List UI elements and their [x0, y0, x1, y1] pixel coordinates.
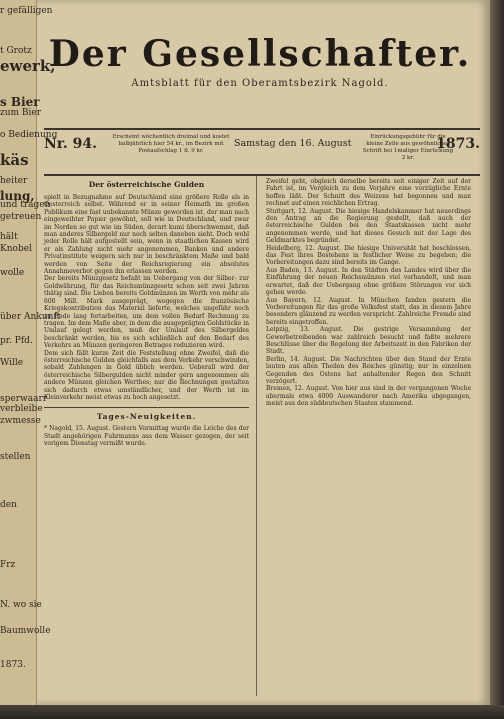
news-paragraph: * Nagold, 15. August. Gestern Vormittag wurde die Leiche des der Stadt angehörigen Fuhrmanns aus dem Wasser gezogen, der seit vorigem Dienstag vermißt wurde. — [44, 425, 249, 448]
adjacent-page-fragment: käs — [0, 151, 29, 169]
publication-info: Erscheint wöchentlich dreimal und kostet halbjährlich hier 54 kr., im Bezirk mit Postaufschlag 1 fl. 9 kr. — [112, 134, 230, 154]
news-paragraph: Zweifel geht, obgleich derselbe bereits seit einiger Zeit auf der Fahrt ist, im Vergleich zu dem Vorjahre eine vorzügliche Ernte hoffen läßt. Der Schnitt des Weizens hat begonnen und man rechnet auf einen reichlichen Ertrag. — [266, 178, 471, 208]
newspaper-title: Der Gesellschafter. — [48, 33, 472, 75]
book-spine — [490, 0, 504, 719]
article-heading: Der österreichische Gulden — [88, 180, 205, 189]
article-paragraph: Dem sich fällt kurze Zeit die Feststellung ohne Zweifel, daß die österreichische Gulden gleichfalls aus dem Verkehr verschwinden, sobald Zahlungen in Gold üblich werden. Ueberall wird der österreichische Silbergulden nicht minder gern angenommen als andere Münzen gleichen Werthes; nur die Rechnungen gestalten sich dadurch etwas umständlicher, und der Werth ist im Kleinverkehr meist etwas zu hoch angesetzt. — [44, 349, 249, 401]
adjacent-page-fragment: N. wo sie — [0, 600, 42, 610]
adjacent-page-fragment: Wille — [0, 358, 24, 368]
adjacent-page-fragment: 1873. — [0, 660, 26, 670]
adjacent-page-fragment: wolle — [0, 268, 25, 278]
adjacent-page-fragment: s Bier — [0, 95, 40, 109]
section-rule — [44, 407, 249, 408]
newspaper-subtitle: Amtsblatt für den Oberamtsbezirk Nagold. — [131, 78, 389, 89]
news-paragraph: Leipzig, 13. August. Die gestrige Versammlung der Gewerbetreibenden war zahlreich besucht und faßte mehrere Beschlüsse über die Regelung der Arbeitszeit in den Fabriken der Stadt. — [266, 326, 471, 356]
page-bottom-edge — [0, 705, 504, 719]
adjacent-page-fragment: pr. Pfd. — [0, 336, 33, 346]
adjacent-page-fragment: verbleibe — [0, 404, 43, 414]
adjacent-page-fragment: hält — [0, 232, 18, 242]
adjacent-page-fragment: t Grotz — [0, 46, 32, 56]
adjacent-page-fragment: ewerk, — [0, 57, 56, 75]
news-paragraph: Aus Baden, 13. August. In den Städten des Landes wird über die Einführung der neuen Reichsmünzen viel verhandelt, und man erwartet, daß der Uebergang ohne größere Störungen vor sich gehen werde. — [266, 266, 471, 297]
adjacent-page-fragment: r gefälligen — [0, 6, 53, 16]
news-section-title: Tages-Neuigkeiten. — [96, 412, 197, 422]
column-divider — [256, 176, 257, 696]
adjacent-page-fragment: lung, — [0, 189, 35, 203]
adjacent-page-fragment: o Bedienung — [0, 130, 58, 140]
right-column — [266, 178, 471, 688]
adjacent-page-strip — [0, 0, 61, 705]
adjacent-page-fragment: getreuen — [0, 212, 42, 222]
issue-year: 1873. — [436, 136, 480, 152]
adjacent-page-fragment: zum Bier — [0, 108, 42, 118]
news-paragraph: Stuttgart, 12. August. Die hiesige Handelskammer hat neuerdings den Antrag an die Regierung gestellt, daß auch der österreichische Gulden bei den Staatskassen nicht mehr angenommen werde, und hat dieses Gesuch mit der Lage des Geldmarktes begründet. — [266, 207, 471, 245]
adjacent-page-fragment: sperwaarr — [0, 394, 48, 404]
adjacent-page-fragment: zwmesse — [0, 416, 41, 426]
masthead — [40, 34, 480, 89]
news-paragraph: Heidelberg, 12. August. Die hiesige Universität hat beschlossen, das Fest ihres Bestehens in festlicher Weise zu begehen; die Vorbereitungen dazu sind bereits im Gange. — [266, 244, 471, 267]
adjacent-page-fragment: und tragen — [0, 200, 51, 210]
issue-date: Samstag den 16. August — [234, 138, 352, 149]
article-paragraph: spielt in Bezugnahme auf Deutschland eine größere Rolle als in Oesterreich selbst. Während er in seiner Heimath im großen Publikum eine fast unbekannte Münze geworden ist, der man nach eingeweihter Papier gewöhnt, soll wie in Deutschland, und zwar im Norden so gut wie im Süden, derart kumi überschwemmt, daß man anderes Silbergeld nur noch selten daneben sieht. Doch wohl jeder Rolle hält aufgestellt sein, wenn in staatlichen Kassen wird er als Zahlung nicht mehr angenommen, Banken und andere Privatinstitute weigern sich nur in beschränktem Maße und bald werden von Seite der Reichsregierung ein absolutes Annahmeverbot gegen ihn erlassen werden. — [44, 194, 249, 276]
adjacent-page-fragment: heiter — [0, 176, 28, 186]
news-paragraph: Bremen, 12. August. Von hier aus sind in der vergangenen Woche abermals etwa 4000 Auswanderer nach Amerika abgegangen, meist aus den süddeutschen Staaten stammend. — [266, 385, 471, 408]
issue-info-bar — [44, 128, 480, 176]
adjacent-page-fragment: Baumwolle — [0, 626, 51, 636]
adjacent-page-fragment: Knobel — [0, 244, 32, 254]
news-paragraph: Aus Bayern, 12. August. In München fanden gestern die Vorbereitungen für das große Volksfest statt, das in diesem Jahre besonders glänzend zu werden verspricht. Zahlreiche Fremde sind bereits eingetroffen. — [266, 296, 471, 326]
adjacent-page-fragment: über Ankunft — [0, 312, 61, 322]
adjacent-page-fragment: stellen — [0, 452, 31, 462]
article-paragraph: Der bereits Münzgesetz befaßt im Uebergang von der Silber- zur Goldwährung, für das Reichsmünzgesetz schon seit zwei Jahren thätig sind. Die Lieben bereits Goldmünzen im Werth von mehr als 600 Mill. Mark ausgeprägt, wogegen die französische Kriegskontribution das Material lieferte, welches ungefähr noch zu Ende lang fortarbeiten, um dem vollen Bedarf Rechnung zu tragen. Im dem Maße aber, in dem die ausgeprägten Goldstücke in Umlauf gelegt werden, muß der Umlauf des Silbergeldes beschränkt werden, bis es sich schließlich auf den Bedarf des Verkehrs an Münzen geringeren Betrages reduzieren wird. — [44, 275, 249, 350]
adjacent-page-fragment: Frz — [0, 560, 16, 570]
adjacent-page-fragment: den — [0, 500, 17, 510]
issue-number: Nr. 94. — [44, 136, 97, 152]
left-column — [44, 178, 249, 688]
news-paragraph: Berlin, 14. August. Die Nachrichten über den Stand der Ernte lauten aus allen Theilen des Reiches günstig; nur in einzelnen Gegenden des Ostens hat anhaltender Regen den Schnitt verzögert. — [266, 355, 471, 385]
advertising-info: Einrückungsgebühr für die kleine Zeile aus gewöhnlicher Schrift bei 1maliger Einrückung 2 kr. — [362, 134, 454, 161]
